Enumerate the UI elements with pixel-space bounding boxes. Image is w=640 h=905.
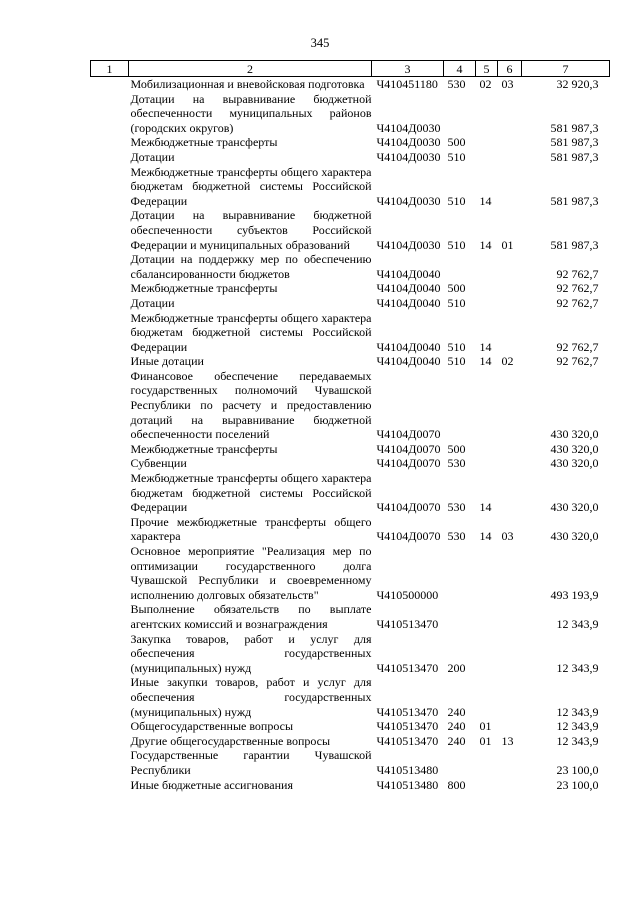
table-row	[91, 354, 610, 369]
row-pr-cell: 03	[501, 529, 514, 544]
row-vr-cell: 530	[447, 500, 466, 515]
row-name-cell: Межбюджетные трансферты общего характера бюджетам бюджетной системы Российской Федерации	[130, 471, 372, 515]
row-number-cell	[91, 442, 129, 457]
header-col-7: 7	[522, 61, 610, 77]
row-vr-cell: 510	[447, 237, 466, 252]
row-code-cell: Ч4104Д0040	[376, 281, 441, 296]
table-row	[91, 471, 610, 515]
row-code-cell: Ч410513470	[376, 660, 439, 675]
row-code-cell: Ч410500000	[376, 587, 439, 602]
row-name-cell: Субвенции	[130, 456, 187, 471]
row-sum-cell: 581 987,3	[550, 135, 599, 150]
row-name-cell: Прочие межбюджетные трансферты общего характера	[130, 514, 372, 544]
row-pr-cell	[498, 602, 522, 631]
row-sum-cell: 12 343,9	[556, 660, 599, 675]
row-number-cell	[91, 632, 129, 676]
row-pr-cell	[498, 632, 522, 676]
row-code-cell: Ч4104Д0030	[376, 193, 441, 208]
row-rz-cell: 01	[479, 733, 492, 748]
row-name-cell: Дотации на выравнивание бюджетной обеспеченности субъектов Российской Федерации и муниципальных образований	[130, 208, 372, 252]
row-name-cell: Дотации	[130, 295, 175, 310]
row-name-cell: Общегосударственные вопросы	[130, 719, 294, 734]
row-sum-cell: 581 987,3	[550, 149, 599, 164]
row-sum-cell: 92 762,7	[556, 281, 599, 296]
table-row	[91, 252, 610, 281]
row-vr-cell: 510	[447, 354, 466, 369]
row-rz-cell	[476, 281, 498, 296]
row-code-cell: Ч4104Д0070	[376, 456, 441, 471]
row-code-cell: Ч4104Д0030	[376, 237, 441, 252]
row-pr-cell	[498, 748, 522, 777]
row-sum-cell: 12 343,9	[556, 616, 599, 631]
row-code-cell: Ч4104Д0040	[376, 354, 441, 369]
row-pr-cell	[498, 456, 522, 471]
row-rz-cell: 01	[479, 719, 492, 734]
row-pr-cell	[498, 544, 522, 602]
header-col-4: 4	[444, 61, 476, 77]
row-vr-cell	[444, 544, 476, 602]
row-code-cell: Ч4104Д0070	[376, 500, 441, 515]
row-pr-cell: 02	[501, 354, 514, 369]
row-rz-cell	[476, 748, 498, 777]
row-rz-cell: 14	[479, 500, 492, 515]
row-pr-cell	[498, 296, 522, 311]
row-rz-cell	[476, 442, 498, 457]
row-vr-cell: 800	[447, 777, 466, 792]
row-pr-cell	[498, 92, 522, 136]
row-code-cell: Ч410513470	[376, 616, 439, 631]
row-rz-cell	[476, 252, 498, 281]
row-number-cell	[91, 471, 129, 515]
row-code-cell: Ч410513470	[376, 704, 439, 719]
table-row	[91, 456, 610, 471]
row-number-cell	[91, 92, 129, 136]
row-vr-cell: 510	[447, 339, 466, 354]
row-vr-cell: 510	[447, 149, 466, 164]
row-rz-cell: 14	[479, 193, 492, 208]
row-pr-cell	[498, 442, 522, 457]
table-body	[91, 77, 610, 793]
row-name-cell: Основное мероприятие "Реализация мер по оптимизации государственного долга Чувашской Республики и своевременному исполнению долговых обязательств"	[130, 544, 372, 602]
table-row	[91, 442, 610, 457]
row-number-cell	[91, 369, 129, 442]
row-sum-cell: 23 100,0	[556, 762, 599, 777]
row-number-cell	[91, 296, 129, 311]
row-code-cell: Ч410513480	[376, 777, 439, 792]
header-col-5: 5	[476, 61, 498, 77]
row-rz-cell	[476, 92, 498, 136]
row-pr-cell	[498, 675, 522, 719]
row-sum-cell: 581 987,3	[550, 120, 599, 135]
table-row	[91, 77, 610, 92]
row-sum-cell: 493 193,9	[550, 587, 599, 602]
table-row	[91, 734, 610, 749]
row-name-cell: Другие общегосударственные вопросы	[130, 733, 331, 748]
row-pr-cell: 01	[501, 237, 514, 252]
row-rz-cell	[476, 778, 498, 793]
row-name-cell: Мобилизационная и вневойсковая подготовка	[130, 77, 365, 91]
table-row	[91, 92, 610, 136]
row-pr-cell	[498, 281, 522, 296]
row-vr-cell: 240	[447, 719, 466, 734]
row-number-cell	[91, 311, 129, 355]
table-row	[91, 748, 610, 777]
table-row	[91, 369, 610, 442]
table-row	[91, 208, 610, 252]
table-row	[91, 515, 610, 544]
row-code-cell: Ч4104Д0040	[376, 295, 441, 310]
row-rz-cell: 14	[479, 529, 492, 544]
table-row	[91, 135, 610, 150]
row-code-cell: Ч410451180	[376, 77, 438, 91]
header-col-3: 3	[372, 61, 444, 77]
row-number-cell	[91, 281, 129, 296]
row-rz-cell	[476, 135, 498, 150]
row-rz-cell	[476, 544, 498, 602]
row-vr-cell	[444, 748, 476, 777]
row-vr-cell	[444, 92, 476, 136]
row-vr-cell: 500	[447, 281, 466, 296]
row-number-cell	[91, 719, 129, 734]
row-pr-cell: 03	[501, 77, 514, 91]
row-pr-cell	[498, 369, 522, 442]
row-rz-cell	[476, 296, 498, 311]
row-code-cell: Ч4104Д0040	[376, 266, 441, 281]
row-rz-cell	[476, 632, 498, 676]
row-code-cell: Ч4104Д0070	[376, 441, 441, 456]
row-pr-cell	[498, 252, 522, 281]
row-code-cell: Ч4104Д0040	[376, 339, 441, 354]
row-pr-cell: 13	[501, 733, 514, 748]
row-number-cell	[91, 165, 129, 209]
table-row	[91, 719, 610, 734]
row-sum-cell: 12 343,9	[556, 719, 599, 734]
row-pr-cell	[498, 471, 522, 515]
row-sum-cell: 23 100,0	[556, 777, 599, 792]
row-number-cell	[91, 77, 129, 92]
row-name-cell: Межбюджетные трансферты общего характера бюджетам бюджетной системы Российской Федерации	[130, 164, 372, 208]
row-number-cell	[91, 544, 129, 602]
row-code-cell: Ч4104Д0030	[376, 120, 441, 135]
row-name-cell: Дотации на поддержку мер по обеспечению сбалансированности бюджетов	[130, 252, 372, 281]
row-vr-cell: 500	[447, 441, 466, 456]
table-row	[91, 675, 610, 719]
row-sum-cell: 92 762,7	[556, 295, 599, 310]
row-number-cell	[91, 675, 129, 719]
row-vr-cell: 510	[447, 295, 466, 310]
row-number-cell	[91, 208, 129, 252]
row-number-cell	[91, 748, 129, 777]
row-sum-cell: 92 762,7	[556, 354, 599, 369]
row-rz-cell	[476, 150, 498, 165]
row-name-cell: Межбюджетные трансферты	[130, 281, 278, 296]
row-code-cell: Ч410513470	[376, 719, 439, 734]
row-pr-cell	[498, 135, 522, 150]
row-number-cell	[91, 135, 129, 150]
row-number-cell	[91, 778, 129, 793]
header-row	[91, 61, 610, 77]
row-rz-cell	[476, 369, 498, 442]
row-code-cell: Ч4104Д0070	[376, 529, 441, 544]
table-row	[91, 544, 610, 602]
row-name-cell: Государственные гарантии Чувашской Республики	[130, 748, 372, 777]
row-rz-cell	[476, 675, 498, 719]
row-name-cell: Иные бюджетные ассигнования	[130, 777, 293, 792]
row-vr-cell: 530	[447, 456, 466, 471]
row-number-cell	[91, 515, 129, 544]
row-pr-cell	[498, 165, 522, 209]
page-number: 345	[310, 36, 330, 50]
table-row	[91, 296, 610, 311]
table-row	[91, 281, 610, 296]
row-vr-cell: 500	[447, 135, 466, 150]
row-name-cell: Межбюджетные трансферты	[130, 135, 278, 150]
row-pr-cell	[498, 311, 522, 355]
row-vr-cell: 530	[447, 529, 466, 544]
table-row	[91, 602, 610, 631]
row-rz-cell	[476, 602, 498, 631]
row-rz-cell: 14	[479, 339, 492, 354]
row-name-cell: Межбюджетные трансферты	[130, 441, 278, 456]
row-code-cell: Ч4104Д0030	[376, 135, 441, 150]
row-name-cell: Межбюджетные трансферты общего характера бюджетам бюджетной системы Российской Федерации	[130, 310, 372, 354]
row-sum-cell: 12 343,9	[556, 704, 599, 719]
row-vr-cell: 200	[447, 660, 466, 675]
row-rz-cell: 02	[479, 77, 492, 91]
row-code-cell: Ч4104Д0070	[376, 427, 441, 442]
row-vr-cell	[444, 602, 476, 631]
row-sum-cell: 92 762,7	[556, 266, 599, 281]
row-pr-cell	[498, 150, 522, 165]
row-sum-cell: 430 320,0	[550, 427, 599, 442]
row-code-cell: Ч410513480	[376, 762, 439, 777]
table-header	[91, 61, 610, 77]
table-row	[91, 150, 610, 165]
table-row	[91, 632, 610, 676]
row-vr-cell	[444, 369, 476, 442]
row-rz-cell: 14	[479, 237, 492, 252]
row-rz-cell: 14	[479, 354, 492, 369]
header-col-1: 1	[91, 61, 129, 77]
row-sum-cell: 430 320,0	[550, 456, 599, 471]
row-number-cell	[91, 252, 129, 281]
row-code-cell: Ч4104Д0030	[376, 149, 441, 164]
row-sum-cell: 581 987,3	[550, 193, 599, 208]
header-col-2: 2	[129, 61, 372, 77]
table-row	[91, 165, 610, 209]
row-name-cell: Выполнение обязательств по выплате агентских комиссий и вознаграждения	[130, 602, 372, 631]
row-name-cell: Иные дотации	[130, 354, 204, 369]
row-name-cell: Дотации	[130, 149, 175, 164]
row-vr-cell: 240	[447, 733, 466, 748]
row-sum-cell: 430 320,0	[550, 529, 599, 544]
row-sum-cell: 581 987,3	[550, 237, 599, 252]
row-sum-cell: 430 320,0	[550, 500, 599, 515]
row-number-cell	[91, 150, 129, 165]
row-vr-cell: 240	[447, 704, 466, 719]
row-name-cell: Дотации на выравнивание бюджетной обеспеченности муниципальных районов (городских округов)	[130, 91, 372, 135]
row-number-cell	[91, 734, 129, 749]
row-number-cell	[91, 354, 129, 369]
row-pr-cell	[498, 778, 522, 793]
row-rz-cell	[476, 456, 498, 471]
row-pr-cell	[498, 719, 522, 734]
row-sum-cell: 430 320,0	[550, 441, 599, 456]
row-vr-cell: 530	[447, 77, 466, 91]
table-row	[91, 311, 610, 355]
table-row	[91, 778, 610, 793]
row-name-cell: Иные закупки товаров, работ и услуг для обеспечения государственных (муниципальных) нужд	[130, 675, 372, 719]
row-number-cell	[91, 456, 129, 471]
row-sum-cell: 12 343,9	[556, 733, 599, 748]
row-name-cell: Закупка товаров, работ и услуг для обеспечения государственных (муниципальных) нужд	[130, 631, 372, 675]
header-col-6: 6	[498, 61, 522, 77]
row-number-cell	[91, 602, 129, 631]
row-sum-cell: 32 920,3	[556, 77, 599, 91]
budget-table	[90, 60, 610, 792]
row-sum-cell: 92 762,7	[556, 339, 599, 354]
row-vr-cell: 510	[447, 193, 466, 208]
row-vr-cell	[444, 252, 476, 281]
row-code-cell: Ч410513470	[376, 733, 439, 748]
row-name-cell: Финансовое обеспечение передаваемых государственных полномочий Чувашской Республики по расчету и предоставлению дотаций на выравнивание бюджетной обеспеченности поселений	[130, 368, 372, 442]
